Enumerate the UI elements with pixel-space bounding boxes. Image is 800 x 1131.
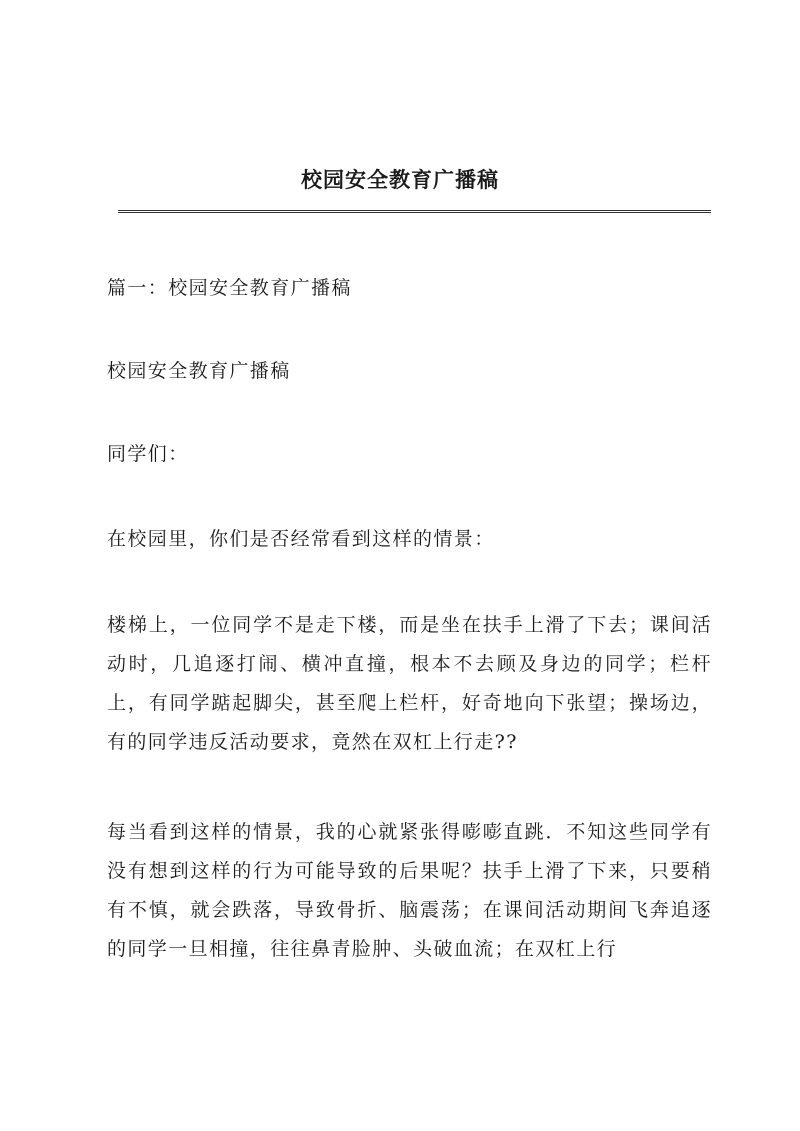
- body-paragraph: 每当看到这样的情景，我的心就紧张得嘭嘭直跳．不知这些同学有没有想到这样的行为可能导致的后果呢？扶手上滑了下来，只要稍有不慎，就会跌落，导致骨折、脑震荡；在课间活动期间飞奔追逐的同学一旦相撞，往往鼻青脸肿、头破血流；在双杠上行: [107, 821, 712, 960]
- subtitle-paragraph: 校园安全教育广播稿: [107, 360, 291, 382]
- title-divider: [118, 210, 711, 213]
- section-heading: 篇一：校园安全教育广播稿: [107, 277, 352, 299]
- body-paragraph: 楼梯上，一位同学不是走下楼，而是坐在扶手上滑了下去；课间活动时，几追逐打闹、横冲直撞，根本不去顾及身边的同学；栏杆上，有同学踮起脚尖，甚至爬上栏杆，好奇地向下张望；操场边，有的同学违反活动要求，竟然在双杠上行走??: [107, 614, 712, 753]
- body-paragraph: 在校园里，你们是否经常看到这样的情景：: [107, 528, 495, 550]
- salutation-paragraph: 同学们：: [107, 443, 189, 465]
- document-title: 校园安全教育广播稿: [301, 167, 499, 192]
